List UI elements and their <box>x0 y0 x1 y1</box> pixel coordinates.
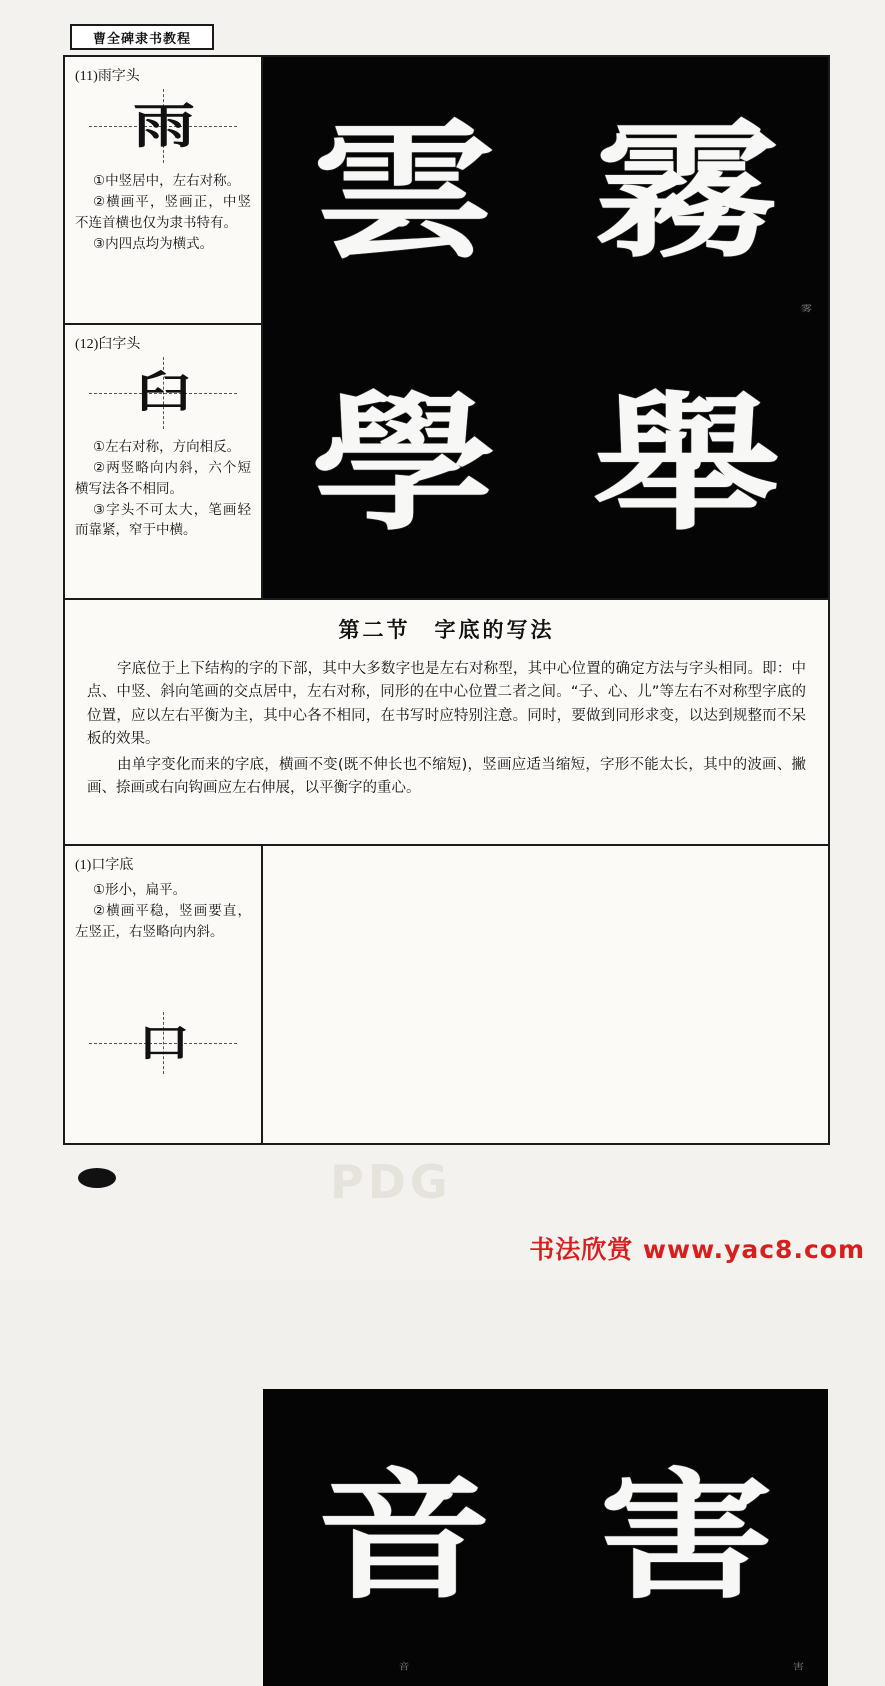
entry-11-label: 雨字头 <box>97 68 140 84</box>
running-head: 曹全碑隶书教程 <box>70 24 214 50</box>
section-paragraph-2: 由单字变化而来的字底，横画不变(既不伸长也不缩短)，竖画应适当缩短，字形不能太长，其中的波画、撇画、捺画或右向钩画应左右伸展，以平衡字的重心。 <box>87 756 806 797</box>
entry-11-note-2: ②横画平，竖画正，中竖不连首横也仅为隶书特有。 <box>75 194 251 231</box>
page-bullet-mark <box>78 1168 116 1188</box>
rubbing-char-ju: 舉 <box>594 377 779 550</box>
entry-12-label: 臼字头 <box>98 336 141 352</box>
rubbing-mark-yin: 音 <box>398 1660 410 1672</box>
rubbing-char-xue: 學 <box>311 377 497 550</box>
entry-11-title <box>75 65 251 85</box>
rubbing-char-yun: 雲 <box>311 105 497 279</box>
entry-12-note-2: ②两竖略向内斜，六个短横写法各不相同。 <box>75 460 251 497</box>
footer-credit: 书法欣赏 www.yac8.com <box>529 1235 865 1264</box>
entry-1-note-2: ②横画平稳，竖画要直，左竖正，右竖略向内斜。 <box>75 903 251 940</box>
entry-1-number: (1) <box>75 858 92 873</box>
rubbing-char-wu: 霧 <box>594 105 779 279</box>
entry-1-note-1: ①形小，扁平。 <box>93 882 187 898</box>
section-paragraph-1: 字底位于上下结构的字的下部，其中大多数字也是左右对称型，其中心位置的确定方法与字头相同。即：中点、中竖、斜向笔画的交点居中，左右对称，同形的在中心位置二者之间。“子、心、儿”等左右不对称型字底的位置，应以左右平衡为主，其中心各不相同，在书写时应特别注意。同时，要做到同形求变，以达到规整而不呆板的效果。 <box>87 661 806 748</box>
section-body <box>87 658 806 801</box>
rubbing-panel-top <box>263 57 828 600</box>
entry-11-model-glyph <box>89 89 237 163</box>
rubbing-panel-bottom <box>263 1389 828 1686</box>
entry-11-note-1: ①中竖居中，左右对称。 <box>93 173 241 189</box>
entry-1-glyph-char: 口 <box>137 1019 188 1067</box>
entry-12-title <box>75 333 251 353</box>
rubbing-mark-wu: 雾 <box>801 302 812 314</box>
rubbing-char-hai: 害 <box>599 1456 774 1619</box>
rubbing-cell-wu <box>545 57 828 328</box>
entry-1-model-glyph <box>89 1012 237 1074</box>
entry-11-note-3: ③内四点均为横式。 <box>93 235 214 252</box>
entry-12-note-3: ③字头不可太大，笔画轻而靠紧，窄于中横。 <box>75 501 251 538</box>
entry-12-notes <box>75 437 251 540</box>
entry-12-glyph-char: 臼 <box>136 367 190 418</box>
entry-11-glyph-char: 雨 <box>132 97 193 155</box>
entry-12-model-glyph <box>89 357 237 429</box>
entry-11-notes <box>75 171 251 254</box>
rubbing-cell-xue <box>263 328 545 600</box>
entry-1-title <box>75 854 251 874</box>
rubbing-cell-yin <box>263 1389 545 1686</box>
rubbing-cell-hai <box>545 1389 828 1686</box>
section-title: 第二节 字底的写法 <box>338 618 555 642</box>
section-block <box>65 600 828 846</box>
entry-12-text-cell <box>65 325 263 600</box>
watermark: PDG <box>330 1155 452 1209</box>
rubbing-cell-ju <box>545 328 828 600</box>
rubbing-cell-yun <box>263 57 545 328</box>
entry-12-number: (12) <box>75 337 99 352</box>
entry-11-number: (11) <box>75 69 98 84</box>
entry-1-label: 口字底 <box>91 857 134 873</box>
entry-1-text-cell <box>65 846 263 1143</box>
entry-1-notes <box>75 880 251 942</box>
rubbing-mark-hai: 害 <box>793 1660 804 1672</box>
rubbing-char-yin: 音 <box>316 1456 492 1619</box>
entry-11-text-cell <box>65 57 263 325</box>
entry-12-note-1: ①左右对称，方向相反。 <box>93 439 241 455</box>
